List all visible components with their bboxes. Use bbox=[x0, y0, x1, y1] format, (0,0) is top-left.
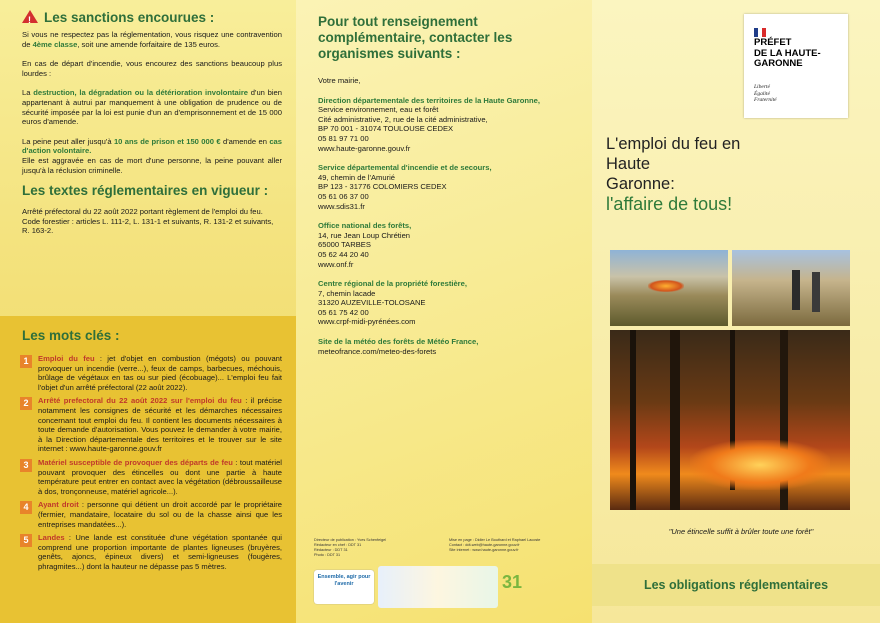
organisation-line: www.haute-garonne.gouv.fr bbox=[318, 143, 411, 153]
warning-icon: ! bbox=[22, 10, 38, 23]
organisation-block bbox=[318, 279, 578, 327]
organisation-block bbox=[318, 163, 578, 211]
organisation-line: 14, rue Jean Loup Chrétien bbox=[318, 230, 411, 240]
mots-heading: Les mots clés : bbox=[22, 328, 120, 343]
organisation-line: 7, chemin lacade bbox=[318, 288, 376, 298]
organisation-name: Service départemental d'incendie et de secours, bbox=[318, 163, 492, 173]
keyword-text: : tout matériel pouvant provoquer des étincelles ou dont une partie à haute température peut entrer en contact avec la végétation (débroussailleuse à dos, tronçonneuse, matériel agricole...). bbox=[38, 457, 282, 496]
sanctions-p1: Si vous ne respectez pas la réglementation, vous risquez une contravention de 4ème classe, soit une amende forfaitaire de 135 euros. bbox=[22, 30, 282, 49]
photo-forest-fire bbox=[610, 330, 850, 510]
left-panel bbox=[0, 0, 296, 623]
organisation-line: 31320 AUZEVILLE-TOLOSANE bbox=[318, 298, 426, 308]
organisation-line: 05 61 06 37 00 bbox=[318, 191, 369, 201]
credit-line: Rédacteur en chef : DDT 31 bbox=[314, 543, 362, 547]
middle-panel bbox=[296, 0, 592, 623]
organisation-block bbox=[318, 96, 578, 154]
main-subtitle: l'affaire de tous! bbox=[606, 194, 733, 214]
org-list bbox=[318, 96, 578, 357]
photo-firefighters bbox=[732, 250, 850, 326]
organisation-line: BP 70 001 - 31074 TOULOUSE CEDEX bbox=[318, 124, 454, 134]
organisation-name: Direction départementale des territoires de la Haute Garonne, bbox=[318, 95, 540, 105]
organisation-name: Centre régional de la propriété forestière, bbox=[318, 279, 467, 289]
keyword-text: : jet d'objet en combustion (mégots) ou pouvant provoquer un incendie (verre...), feux de camps, barbecues, méchouis, brûlage de végétaux en tas ou sur pied (écobuage)... L'emploi feu fait l'objet d'un arrêté préfectoral (22 août 2022). bbox=[38, 354, 283, 392]
keyword-term: Ayant droit bbox=[38, 500, 79, 510]
organisation-line: 05 61 75 42 00 bbox=[318, 307, 369, 317]
contact-heading: Pour tout renseignement complémentaire, contacter les organismes suivants : bbox=[318, 14, 513, 61]
number-badge: 1 bbox=[20, 355, 32, 368]
sanctions-p4: La peine peut aller jusqu'à 10 ans de prison et 150 000 € d'amende en cas d'action volontaire. Elle est aggravée en cas de mort d'une personne, la peine pouvant aller jusqu'à la réclusion criminelle. bbox=[22, 136, 282, 175]
sanctions-p2: En cas de départ d'incendie, vous encourez des sanctions beaucoup plus lourdes : bbox=[22, 59, 282, 78]
keyword-item bbox=[22, 533, 282, 571]
keyword-text: : Une lande est constituée d'une végétation spontanée qui comprend une proportion importante de plantes ligneuses (bruyères, genêts, ajoncs, épineux divers) et semi-ligneuses (fougères, phragmites...) dont la hauteur ne dépasse pas 5 mètres. bbox=[38, 533, 282, 571]
organisation-line: 05 62 44 20 40 bbox=[318, 249, 369, 259]
sanctions-heading: ! Les sanctions encourues : bbox=[22, 10, 282, 26]
organisation-line: Service environnement, eau et forêt bbox=[318, 105, 439, 115]
organisation-name: Office national des forêts, bbox=[318, 221, 412, 231]
keyword-term: Emploi du feu bbox=[38, 354, 95, 363]
keyword-term: Arrêté prefectoral du 22 août 2022 sur l'emploi du feu bbox=[38, 396, 242, 406]
photo-grass-fire bbox=[610, 250, 728, 326]
organisation-line: www.onf.fr bbox=[318, 259, 354, 269]
keyword-item bbox=[22, 354, 282, 392]
prefet-name: PRÉFET DE LA HAUTE- GARONNE bbox=[754, 37, 821, 69]
sanctions-p3: La destruction, la dégradation ou la détérioration involontaire d'un bien appartenant à autrui par manquement à une obligation de prudence ou de sécurité imposée par la loi est punie d'un an d'emprisonnement et de 15 000 euros d'amende. bbox=[22, 88, 282, 127]
keyword-text: : il précise notamment les consignes de sécurité et les démarches nécessaires concernant tout emploi du feu. Il contient les documents nécessaires à toute demande d'autorisation. Vous pouvez le demander à votre mairie, à la Direction départementale des territoires et le trouver sur le site internet : www.haute-garonne.gouv.fr bbox=[38, 396, 282, 454]
keyword-item bbox=[22, 500, 282, 529]
organisation-line: 65000 TARBES bbox=[318, 240, 371, 250]
number-badge: 2 bbox=[20, 397, 32, 410]
ensemble-logo: Ensemble, agir pour l'avenir bbox=[314, 570, 374, 604]
right-panel bbox=[592, 0, 880, 623]
organisation-name: Site de la météo des forêts de Météo France, bbox=[318, 337, 479, 347]
credit-line: Photo : DDT 31 bbox=[314, 553, 341, 557]
photo-caption: "Une étincelle suffit à brûler toute une forêt" bbox=[668, 527, 814, 536]
keyword-item bbox=[22, 396, 282, 454]
keyword-list bbox=[22, 354, 282, 571]
organisation-line: meteofrance.com/meteo-des-forets bbox=[318, 346, 437, 356]
obligations-title: Les obligations réglementaires bbox=[592, 564, 880, 606]
organisation-line: 05 81 97 71 00 bbox=[318, 133, 369, 143]
mots-cles-section bbox=[0, 316, 296, 623]
keyword-item bbox=[22, 458, 282, 496]
number-badge: 5 bbox=[20, 534, 32, 547]
credit-line: Directeur de publication : Yves Schenfeigel bbox=[314, 538, 387, 542]
keyword-term: Matériel susceptible de provoquer des départs de feu bbox=[38, 457, 233, 467]
organisation-block bbox=[318, 221, 578, 269]
mairie-line: Votre mairie, bbox=[318, 76, 361, 85]
number-badge: 3 bbox=[20, 459, 32, 472]
organisation-line: www.sdis31.fr bbox=[318, 201, 365, 211]
devise: Liberté Égalité Fraternité bbox=[754, 84, 777, 103]
keyword-term: Landes bbox=[38, 533, 65, 543]
organisation-line: 49, chemin de l'Amurié bbox=[318, 172, 396, 182]
textes-body: Arrêté préfectoral du 22 août 2022 portant règlement de l'emploi du feu. bbox=[22, 207, 263, 217]
organisation-line: BP 123 - 31776 COLOMIERS CEDEX bbox=[318, 182, 447, 192]
partner-logos bbox=[314, 566, 534, 610]
organisation-line: Cité administrative, 2, rue de la cité administrative, bbox=[318, 114, 488, 124]
number-badge: 4 bbox=[20, 501, 32, 514]
textes-heading: Les textes réglementaires en vigueur : bbox=[22, 183, 269, 199]
organisation-line: www.crpf-midi-pyrénées.com bbox=[318, 317, 416, 327]
credit-line: Site internet : www.haute-garonne.gouv.fr bbox=[449, 548, 519, 552]
organisation-block bbox=[318, 337, 578, 356]
wordcloud-image bbox=[378, 566, 498, 608]
logo-31: 31 bbox=[502, 572, 523, 592]
prefet-logo bbox=[744, 14, 848, 118]
main-title: L'emploi du feu en Haute Garonne: l'affaire de tous! bbox=[606, 135, 741, 214]
credit-line: Mise en page : Didier Le Bouthard et Raphael Lacoste bbox=[449, 538, 541, 542]
keyword-text: : personne qui détient un droit accordé par le propriétaire (fermier, mandataire, locataire du sol ou de la chasse ainsi que les entreprises mandatées...). bbox=[38, 500, 283, 529]
credit-line: Contact : ddt-web@haute-garonne.gouv.fr bbox=[449, 543, 520, 547]
textes-body-2: Code forestier : articles L. 111-2, L. 131-1 et suivants, R. 131-2 et suivants, R. 163-2. bbox=[22, 216, 274, 236]
marianne-flag-icon bbox=[754, 24, 766, 33]
credit-line: Rédacteur : DDT 31 bbox=[314, 548, 348, 552]
